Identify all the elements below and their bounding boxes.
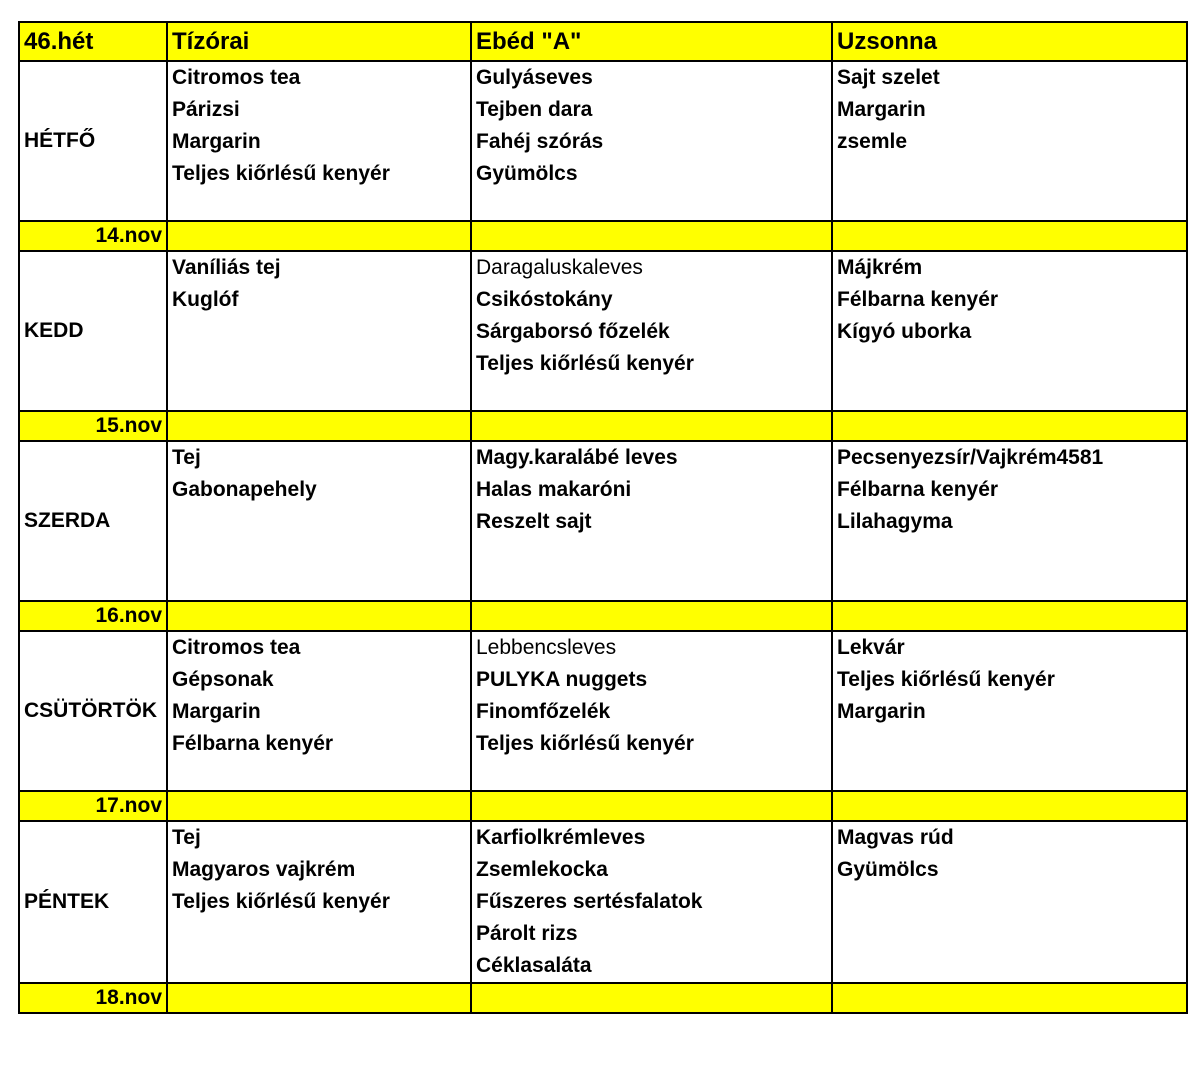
date-row <box>19 791 1187 821</box>
meal-item: Sajt szelet <box>837 66 940 89</box>
date-row <box>19 411 1187 441</box>
col-header-ebed: Ebéd "A" <box>471 22 832 61</box>
meal-item: Teljes kiőrlésű kenyér <box>476 732 694 755</box>
date-row-empty-cell <box>832 601 1187 631</box>
meal-item: Májkrém <box>837 256 923 279</box>
meal-item: Gulyáseves <box>476 66 593 89</box>
meal-item: Sárgaborsó főzelék <box>476 320 670 343</box>
date-label: 17.nov <box>19 791 167 821</box>
date-row-empty-cell <box>832 221 1187 251</box>
meal-item: Céklasaláta <box>476 954 592 977</box>
meal-item: Gyümölcs <box>476 162 578 185</box>
date-row-empty-cell <box>167 791 471 821</box>
header-row <box>19 22 1187 61</box>
meal-item: Pecsenyezsír/Vajkrém4581 <box>837 446 1104 469</box>
meal-item: zsemle <box>837 130 908 153</box>
meal-item: Magyaros vajkrém <box>172 858 356 881</box>
date-row <box>19 601 1187 631</box>
meal-item: Margarin <box>172 700 261 723</box>
meal-cell-ebed <box>471 441 832 601</box>
date-row-empty-cell <box>167 601 471 631</box>
meal-item: Margarin <box>172 130 261 153</box>
meal-cell-uzsonna <box>832 631 1187 791</box>
col-header-uzsonna: Uzsonna <box>832 22 1187 61</box>
date-label: 18.nov <box>19 983 167 1013</box>
meal-item: Lilahagyma <box>837 510 953 533</box>
meal-cell-ebed <box>471 631 832 791</box>
week-label: 46.hét <box>19 22 167 61</box>
meal-cell-tizorai <box>167 821 471 983</box>
meal-item: Margarin <box>837 700 926 723</box>
date-row-empty-cell <box>832 411 1187 441</box>
meal-cell-tizorai <box>167 441 471 601</box>
date-row-empty-cell <box>471 983 832 1013</box>
meal-item: Párizsi <box>172 98 240 121</box>
meal-cell-uzsonna <box>832 61 1187 221</box>
meal-item: Csikóstokány <box>476 288 613 311</box>
meal-item: Teljes kiőrlésű kenyér <box>172 162 390 185</box>
meal-item: Teljes kiőrlésű kenyér <box>837 668 1055 691</box>
meal-item: Félbarna kenyér <box>837 288 999 311</box>
meal-item: Gabonapehely <box>172 478 317 501</box>
meal-item: Gyümölcs <box>837 858 939 881</box>
meal-item: Margarin <box>837 98 926 121</box>
meal-item: Daragaluskaleves <box>476 256 643 279</box>
meal-item: Párolt rizs <box>476 922 578 945</box>
col-header-tizorai: Tízórai <box>167 22 471 61</box>
date-row-empty-cell <box>471 791 832 821</box>
meal-cell-tizorai <box>167 61 471 221</box>
meal-cell-ebed <box>471 251 832 411</box>
weekly-menu-table <box>18 21 1188 1014</box>
meal-item: Citromos tea <box>172 636 301 659</box>
meal-item: Fahéj szórás <box>476 130 604 153</box>
meal-item: Vaníliás tej <box>172 256 281 279</box>
meal-item: Karfiolkrémleves <box>476 826 646 849</box>
meal-cell-uzsonna <box>832 821 1187 983</box>
date-row-empty-cell <box>832 791 1187 821</box>
meal-item: Citromos tea <box>172 66 301 89</box>
meal-item: PULYKA nuggets <box>476 668 648 691</box>
date-row-empty-cell <box>167 221 471 251</box>
date-label: 15.nov <box>19 411 167 441</box>
meal-item: Lebbencsleves <box>476 636 617 659</box>
meal-item: Halas makaróni <box>476 478 632 501</box>
meal-item: Teljes kiőrlésű kenyér <box>476 352 694 375</box>
date-row-empty-cell <box>167 411 471 441</box>
day-name: SZERDA <box>19 441 167 601</box>
meal-item: Fűszeres sertésfalatok <box>476 890 703 913</box>
meal-item: Zsemlekocka <box>476 858 608 881</box>
meal-item: Reszelt sajt <box>476 510 592 533</box>
date-row <box>19 221 1187 251</box>
date-row-empty-cell <box>832 983 1187 1013</box>
date-row-empty-cell <box>167 983 471 1013</box>
date-row-empty-cell <box>471 601 832 631</box>
day-name: CSÜTÖRTÖK <box>19 631 167 791</box>
day-row <box>19 821 1187 983</box>
meal-item: Félbarna kenyér <box>837 478 999 501</box>
meal-cell-tizorai <box>167 251 471 411</box>
day-row <box>19 61 1187 221</box>
meal-item: Magy.karalábé leves <box>476 446 678 469</box>
meal-item: Tej <box>172 446 201 469</box>
date-label: 14.nov <box>19 221 167 251</box>
meal-item: Félbarna kenyér <box>172 732 334 755</box>
meal-item: Teljes kiőrlésű kenyér <box>172 890 390 913</box>
date-row-empty-cell <box>471 411 832 441</box>
date-label: 16.nov <box>19 601 167 631</box>
day-row <box>19 441 1187 601</box>
date-row <box>19 983 1187 1013</box>
meal-item: Kígyó uborka <box>837 320 972 343</box>
day-row <box>19 251 1187 411</box>
meal-cell-ebed <box>471 821 832 983</box>
meal-item: Magvas rúd <box>837 826 954 849</box>
meal-item: Tejben dara <box>476 98 593 121</box>
meal-item: Tej <box>172 826 201 849</box>
date-row-empty-cell <box>471 221 832 251</box>
meal-item: Kuglóf <box>172 288 239 311</box>
meal-item: Finomfőzelék <box>476 700 611 723</box>
meal-cell-ebed <box>471 61 832 221</box>
day-row <box>19 631 1187 791</box>
day-name: PÉNTEK <box>19 821 167 983</box>
meal-cell-tizorai <box>167 631 471 791</box>
meal-cell-uzsonna <box>832 251 1187 411</box>
meal-item: Lekvár <box>837 636 905 659</box>
day-name: KEDD <box>19 251 167 411</box>
meal-item: Gépsonak <box>172 668 274 691</box>
meal-cell-uzsonna <box>832 441 1187 601</box>
day-name: HÉTFŐ <box>19 61 167 221</box>
